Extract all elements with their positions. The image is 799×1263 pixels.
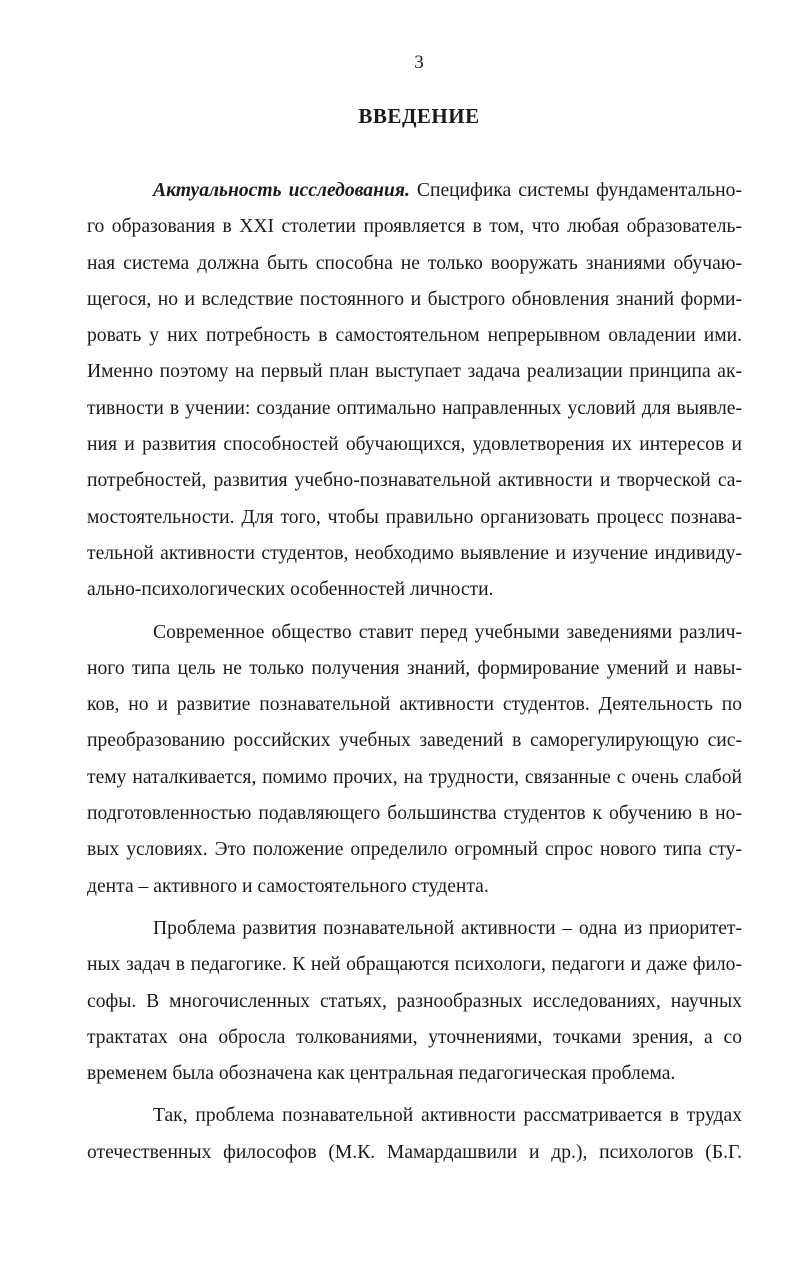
paragraph-1-line-5: ровать у них потребность в самостоятельном непрерывном овладении ими.	[87, 325, 742, 347]
page-title: ВВЕДЕНИЕ	[358, 104, 480, 128]
paragraph-2-line-3: ков, но и развитие познавательной активности студентов. Деятельность по	[87, 694, 742, 716]
paragraph-1-line-6: Именно поэтому на первый план выступает задача реализации принципа ак-	[87, 361, 742, 383]
paragraph-4-line-2: отечественных философов (М.К. Мамардашвили и др.), психологов (Б.Г.	[87, 1141, 742, 1163]
lead-phrase: Актуальность исследования.	[153, 180, 410, 201]
paragraph-2-line-1: Современное общество ставит перед учебными заведениями различ-	[153, 621, 742, 643]
paragraph-1-line-1	[87, 173, 742, 209]
paragraph-2-line-7: вых условиях. Это положение определило огромный спрос нового типа сту-	[87, 839, 742, 861]
paragraph-2-line-2: ного типа цель не только получения знаний, формирование умений и навы-	[87, 657, 742, 679]
paragraph-2-line-6: подготовленностью подавляющего большинства студентов к обучению в но-	[87, 803, 742, 825]
paragraph-1-line-3: ная система должна быть способна не только вооружать знаниями обучаю-	[87, 252, 742, 274]
paragraph-1-line-8: ния и развития способностей обучающихся, удовлетворения их интересов и	[87, 434, 742, 456]
paragraph-1-line-2: го образования в XXI столетии проявляется в том, что любая образователь-	[87, 216, 742, 238]
paragraph-3-line-5: временем была обозначена как центральная педагогическая проблема.	[87, 1063, 676, 1085]
paragraph-2-line-4: преобразованию российских учебных заведений в саморегулирующую сис-	[87, 730, 742, 752]
document-body	[87, 173, 742, 1171]
paragraph-1-line-12: ально-психологических особенностей личности.	[87, 579, 494, 601]
paragraph-2-line-5: тему наталкивается, помимо прочих, на трудности, связанные с очень слабой	[87, 766, 742, 788]
paragraph-3-line-3: софы. В многочисленных статьях, разнообразных исследованиях, научных	[87, 990, 742, 1012]
paragraph-4-line-1: Так, проблема познавательной активности рассматривается в трудах	[153, 1105, 742, 1127]
paragraph-1-line-9: потребностей, развития учебно-познавательной активности и творческой са-	[87, 470, 742, 492]
paragraph-1-line-11: тельной активности студентов, необходимо выявление и изучение индивиду-	[87, 542, 742, 564]
paragraph-3-line-1: Проблема развития познавательной активности – одна из приоритет-	[153, 917, 742, 939]
paragraph-3-line-4: трактатах она обросла толкованиями, уточнениями, точками зрения, а со	[87, 1026, 742, 1048]
paragraph-3-line-2: ных задач в педагогике. К ней обращаются психологи, педагоги и даже фило-	[87, 954, 742, 976]
paragraph-1-line-7: тивности в учении: создание оптимально направленных условий для выявле-	[87, 397, 742, 419]
page-number: 3	[414, 52, 424, 73]
paragraph-1-line-10: мостоятельности. Для того, чтобы правильно организовать процесс познава-	[87, 506, 742, 528]
paragraph-1-line-4: щегося, но и вследствие постоянного и быстрого обновления знаний форми-	[87, 288, 742, 310]
paragraph-1-line-1-text: Специфика системы фундаментально-	[409, 180, 742, 201]
paragraph-2-line-8: дента – активного и самостоятельного студента.	[87, 875, 489, 897]
